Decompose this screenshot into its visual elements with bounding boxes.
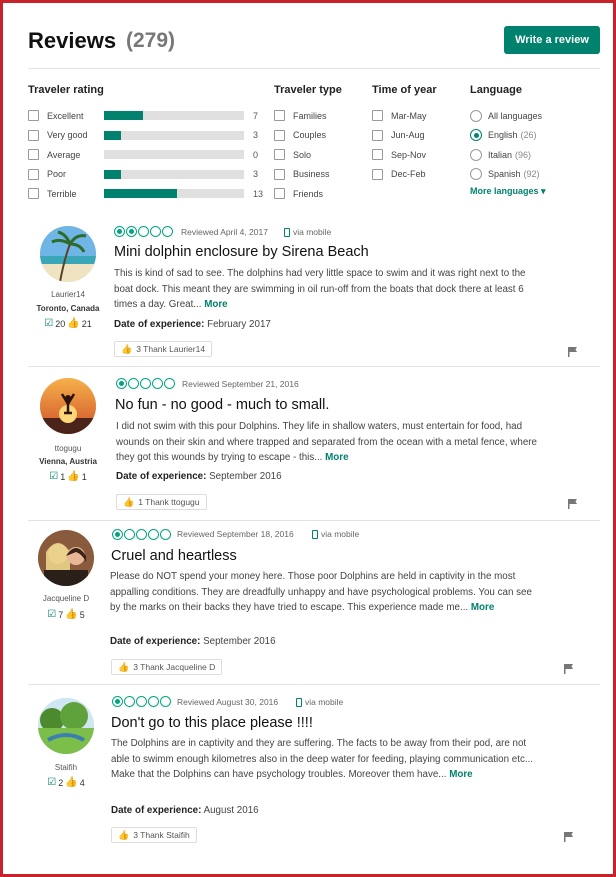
date-of-experience <box>114 319 271 330</box>
rating-bar-fill <box>104 170 121 179</box>
avatar-image <box>40 378 96 434</box>
reviewer-name[interactable]: Staifih <box>54 763 78 772</box>
time-label: Jun-Aug <box>391 130 425 141</box>
rating-checkbox[interactable] <box>28 130 39 141</box>
more-languages-link[interactable]: More languages ▾ <box>470 186 546 196</box>
reviewer-stats <box>26 471 110 482</box>
flag-icon[interactable] <box>564 661 574 671</box>
reviewer-stats <box>26 318 110 329</box>
via-mobile <box>284 227 331 237</box>
rating-bubble <box>160 696 171 707</box>
rating-filter-row[interactable] <box>28 126 263 146</box>
language-row[interactable] <box>470 145 546 165</box>
rating-filter-row[interactable] <box>28 184 263 204</box>
helpful-votes-count: 5 <box>79 609 85 620</box>
divider <box>28 366 600 367</box>
rating-bubble <box>126 226 137 237</box>
time-of-year-row[interactable] <box>372 145 437 165</box>
date-of-experience-label: Date of experience: <box>111 805 202 816</box>
rating-bar <box>104 189 244 198</box>
traveler-type-row[interactable] <box>274 165 342 185</box>
type-checkbox[interactable] <box>274 130 285 141</box>
rating-count: 3 <box>253 130 259 141</box>
helpful-votes-icon: 👍 <box>67 318 80 329</box>
reviewer-name[interactable]: Jacqueline D <box>42 594 90 603</box>
language-radio[interactable] <box>470 168 482 180</box>
language-count: (26) <box>520 130 537 141</box>
rating-checkbox[interactable] <box>28 149 39 160</box>
language-row[interactable] <box>470 165 546 185</box>
avatar-image <box>38 530 94 586</box>
traveler-rating-filter <box>28 84 263 204</box>
type-label: Friends <box>293 188 324 199</box>
traveler-type-row[interactable] <box>274 126 342 146</box>
helpful-votes-count: 4 <box>79 777 85 788</box>
mobile-phone-icon <box>296 698 302 707</box>
reviewer-stats <box>24 609 108 620</box>
bubble-rating <box>116 378 175 389</box>
review-count: (279) <box>126 29 176 52</box>
avatar-image <box>38 698 94 754</box>
rating-bar-fill <box>104 111 143 120</box>
time-of-year-row[interactable] <box>372 106 437 126</box>
time-checkbox[interactable] <box>372 149 383 160</box>
review-text: Please do NOT spend your money here. Those poor Dolphins are held in captivity in the most appalling conditions. They are dreadfully unhappy and have psychological problems. You can see by the marks on their backs they have tried to escape. This experience made me... <box>110 571 532 614</box>
helpful-votes-icon: 👍 <box>65 609 78 620</box>
date-of-experience-value: August 2016 <box>203 805 259 816</box>
reviewer-stats <box>24 777 108 788</box>
rating-bar <box>104 170 244 179</box>
bubble-rating <box>112 696 171 707</box>
review-body <box>111 736 541 783</box>
language-label: English <box>488 130 518 141</box>
rating-bubble <box>148 696 159 707</box>
type-checkbox[interactable] <box>274 169 285 180</box>
rating-bubble <box>150 226 161 237</box>
review-date: Reviewed September 21, 2016 <box>182 379 299 389</box>
date-of-experience-value: September 2016 <box>209 471 282 482</box>
read-more-link[interactable]: More <box>470 602 495 614</box>
rating-bubble <box>112 696 123 707</box>
divider <box>28 684 600 685</box>
rating-count: 3 <box>253 169 259 180</box>
rating-bubble <box>112 529 123 540</box>
review-title[interactable]: Don't go to this place please !!!! <box>111 715 313 731</box>
rating-bubble <box>164 378 175 389</box>
rating-bubble <box>138 226 149 237</box>
thumbs-up-icon: 👍 <box>123 496 135 507</box>
review-text: I did not swim with this pour Dolphins. They life in shallow waters, must entertain for food, had wounds on their skin and where trapped and separated from the ocean with a metal fence, where they got this wounds by trying to escape - this... <box>116 421 537 464</box>
avatar[interactable] <box>38 698 94 754</box>
review-date: Reviewed April 4, 2017 <box>181 227 268 237</box>
language-label: Italian <box>488 149 513 160</box>
language-label: Spanish <box>488 169 521 180</box>
contributions-icon: ☑ <box>44 318 54 329</box>
reviewer-name[interactable]: ttogugu <box>54 444 82 453</box>
date-of-experience-label: Date of experience: <box>114 319 205 330</box>
page-title: Reviews <box>28 28 117 53</box>
language-row[interactable] <box>470 106 546 126</box>
via-mobile <box>296 697 343 707</box>
rating-bar-fill <box>104 189 177 198</box>
via-mobile-label: via mobile <box>321 529 360 539</box>
avatar[interactable] <box>40 226 96 282</box>
date-of-experience <box>116 471 282 482</box>
language-count: (96) <box>515 149 532 160</box>
reviewer-location: Vienna, Austria <box>39 457 97 466</box>
reviewer-name[interactable]: Laurier14 <box>51 290 85 299</box>
helpful-votes-count: 1 <box>81 471 87 482</box>
thank-label: 3 Thank Jacqueline D <box>133 662 216 672</box>
thank-button[interactable] <box>116 494 207 510</box>
time-label: Dec-Feb <box>391 169 426 180</box>
via-mobile <box>312 529 359 539</box>
read-more-link[interactable]: More <box>325 452 349 464</box>
rating-bubble <box>128 378 139 389</box>
traveler-type-filter <box>274 84 342 204</box>
language-row[interactable] <box>470 126 546 146</box>
via-mobile-label: via mobile <box>293 227 332 237</box>
rating-bubble <box>152 378 163 389</box>
rating-count: 7 <box>253 110 259 121</box>
type-label: Families <box>293 110 327 121</box>
rating-bubble <box>136 696 147 707</box>
contributions-count: 2 <box>58 777 64 788</box>
traveler-type-row[interactable] <box>274 145 342 165</box>
reviewer-location: Toronto, Canada <box>36 304 100 313</box>
rating-label: Excellent <box>47 110 84 121</box>
thank-label: 1 Thank ttogugu <box>138 497 200 507</box>
review-body <box>114 266 544 313</box>
rating-bubble <box>116 378 127 389</box>
rating-label: Poor <box>47 169 67 180</box>
review-date: Reviewed September 18, 2016 <box>177 529 294 539</box>
review-text: The Dolphins are in captivity and they are suffering. The facts to be away from their pod, are not able to swimm enough kilometres also in the deep water for feeding, playing communication etc... Make that the Dolphins can have psychology troubles. Moreover them have... <box>111 738 534 781</box>
helpful-votes-icon: 👍 <box>65 777 78 788</box>
filter-heading: Traveler type <box>274 84 342 96</box>
rating-bubble <box>148 529 159 540</box>
review-title[interactable]: Cruel and heartless <box>111 548 237 564</box>
rating-count: 13 <box>253 188 264 199</box>
bubble-rating <box>114 226 173 237</box>
review-card <box>28 374 588 524</box>
time-of-year-filter <box>372 84 437 184</box>
date-of-experience-label: Date of experience: <box>110 636 201 647</box>
rating-bubble <box>160 529 171 540</box>
traveler-type-row[interactable] <box>274 184 342 204</box>
type-label: Business <box>293 169 330 180</box>
thank-button[interactable] <box>111 827 197 843</box>
rating-label: Average <box>47 149 81 160</box>
rating-filter-row[interactable] <box>28 106 263 126</box>
type-label: Solo <box>293 149 312 160</box>
contributions-icon: ☑ <box>47 609 57 620</box>
write-review-button[interactable]: Write a review <box>504 26 600 54</box>
time-checkbox[interactable] <box>372 130 383 141</box>
review-text: This is kind of sad to see. The dolphins had very little space to swim and it was right next to the boat dock. This meant they are swimming in oil run-off from the boats that dock there at least 6 times a day. Great... <box>114 268 526 311</box>
divider <box>28 68 600 69</box>
flag-icon[interactable] <box>564 829 574 839</box>
language-radio[interactable] <box>470 110 482 122</box>
time-checkbox[interactable] <box>372 110 383 121</box>
type-checkbox[interactable] <box>274 110 285 121</box>
date-of-experience <box>110 636 276 647</box>
review-body <box>110 569 540 616</box>
time-checkbox[interactable] <box>372 169 383 180</box>
time-of-year-row[interactable] <box>372 126 437 146</box>
mobile-phone-icon <box>312 530 318 539</box>
thank-label: 3 Thank Staifih <box>133 830 190 840</box>
type-checkbox[interactable] <box>274 188 285 199</box>
helpful-votes-icon: 👍 <box>67 471 80 482</box>
thumbs-up-icon: 👍 <box>121 343 133 354</box>
rating-bubble <box>162 226 173 237</box>
avatar[interactable] <box>40 378 96 434</box>
rating-label: Terrible <box>47 188 77 199</box>
rating-bubble <box>140 378 151 389</box>
contributions-count: 1 <box>60 471 66 482</box>
helpful-votes-count: 21 <box>81 318 92 329</box>
rating-bar <box>104 150 244 159</box>
language-label: All languages <box>488 110 543 121</box>
thank-button[interactable] <box>111 659 222 675</box>
rating-checkbox[interactable] <box>28 188 39 199</box>
contributions-count: 20 <box>55 318 66 329</box>
rating-bubble <box>114 226 125 237</box>
read-more-link[interactable]: More <box>449 769 473 781</box>
date-of-experience <box>111 805 259 816</box>
filter-heading: Language <box>470 84 522 96</box>
rating-bubble <box>136 529 147 540</box>
avatar-image <box>40 226 96 282</box>
review-title[interactable]: Mini dolphin enclosure by Sirena Beach <box>114 244 369 260</box>
contributions-icon: ☑ <box>49 471 59 482</box>
date-of-experience-value: February 2017 <box>207 319 271 330</box>
via-mobile-label: via mobile <box>305 697 344 707</box>
contributions-count: 7 <box>58 609 64 620</box>
flag-icon[interactable] <box>568 344 578 354</box>
language-radio[interactable] <box>470 149 482 161</box>
filter-heading: Time of year <box>372 84 437 96</box>
divider <box>28 520 600 521</box>
language-radio[interactable] <box>470 129 482 141</box>
rating-checkbox[interactable] <box>28 169 39 180</box>
language-count: (92) <box>523 169 540 180</box>
rating-filter-row[interactable] <box>28 165 263 185</box>
rating-checkbox[interactable] <box>28 110 39 121</box>
thank-label: 3 Thank Laurier14 <box>136 344 206 354</box>
type-label: Couples <box>293 130 327 141</box>
review-body <box>116 419 546 466</box>
bubble-rating <box>112 529 171 540</box>
date-of-experience-label: Date of experience: <box>116 471 207 482</box>
thank-button[interactable] <box>114 341 212 357</box>
thumbs-up-icon: 👍 <box>118 661 130 672</box>
review-card <box>28 220 588 370</box>
reviews-header <box>28 26 600 58</box>
review-card <box>28 528 588 678</box>
type-checkbox[interactable] <box>274 149 285 160</box>
rating-bubble <box>124 529 135 540</box>
rating-bar <box>104 131 244 140</box>
flag-icon[interactable] <box>568 496 578 506</box>
contributions-icon: ☑ <box>47 777 57 788</box>
review-card <box>28 696 588 846</box>
review-date: Reviewed August 30, 2016 <box>177 697 279 707</box>
rating-label: Very good <box>47 130 88 141</box>
rating-filter-row[interactable] <box>28 145 263 165</box>
thumbs-up-icon: 👍 <box>118 829 130 840</box>
read-more-link[interactable]: More <box>204 299 228 311</box>
mobile-phone-icon <box>284 228 290 237</box>
traveler-type-row[interactable] <box>274 106 342 126</box>
time-of-year-row[interactable] <box>372 165 437 185</box>
time-label: Sep-Nov <box>391 149 427 160</box>
rating-bar-fill <box>104 131 121 140</box>
rating-count: 0 <box>253 149 259 160</box>
rating-bubble <box>124 696 135 707</box>
time-label: Mar-May <box>391 110 427 121</box>
avatar[interactable] <box>38 530 94 586</box>
language-filter <box>470 84 546 197</box>
date-of-experience-value: September 2016 <box>203 636 276 647</box>
rating-bar <box>104 111 244 120</box>
filter-heading: Traveler rating <box>28 84 104 96</box>
review-title[interactable]: No fun - no good - much to small. <box>115 397 330 413</box>
